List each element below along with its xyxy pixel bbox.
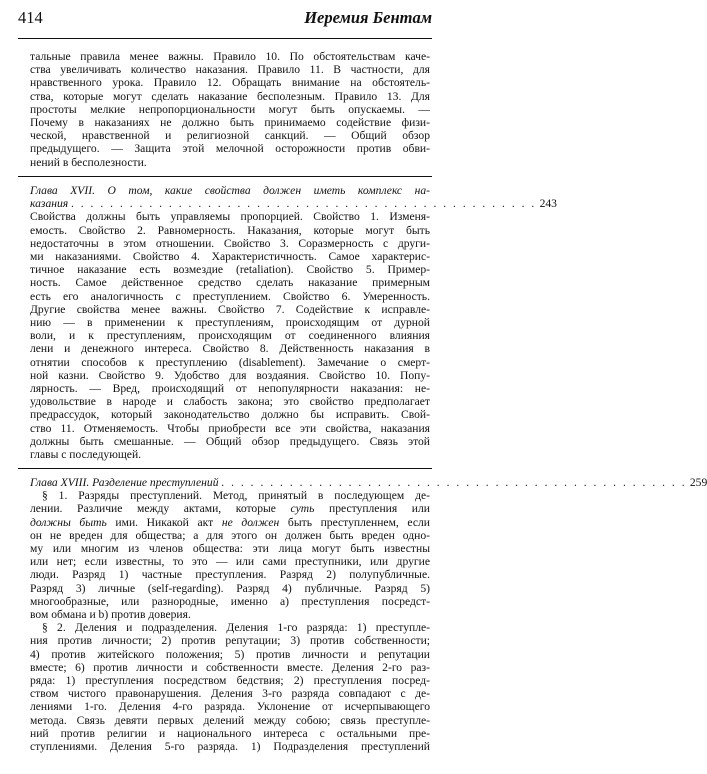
text-line: § 1. Разряды преступлений. Метод, принятый в последующем де-: [42, 489, 430, 503]
text-line: нравственного урока. Правило 12. Обращать внимание на обстоятель-: [30, 76, 430, 90]
text-line: Почему в наказаниях не должно быть принимаемо содействие физи-: [30, 116, 430, 130]
text-line: предыдущего. — Защита этой мелочной осторожности против обви-: [30, 142, 430, 156]
text-line: [30, 516, 430, 529]
text-line: ность. Самое действенное средство сделать наказание примерным: [30, 276, 430, 290]
leader-dots: . . . . . . . . . . . . . . . . . . . . . . . . . . . . . . . . . . . . . . . . . . . . . . . .: [71, 197, 537, 211]
text-line: Другие свойства менее важны. Свойство 7. Содействие к исправле-: [30, 302, 430, 316]
text-line: ством чистого правонарушения. Деления 3-го разряда совпадают с де-: [30, 687, 430, 701]
section-divider: [18, 176, 432, 177]
text-line: ступлениями. Деления 5-го разряда. 1) Подразделения преступлений: [30, 740, 430, 754]
text-line: нию — в применении к преступлениям, происходящим от дурной: [30, 316, 430, 330]
text-line: лениями 1-го. Деления 4-го разряда. Уклонение от исчерпывающего: [30, 700, 430, 714]
text-line: ряда: 1) преступления посредством бедствия; 2) преступления посред-: [30, 674, 430, 688]
section-divider: [18, 468, 432, 469]
emphasis: суть: [290, 502, 315, 516]
chapter-18-heading: [30, 476, 707, 489]
text-line: [30, 502, 430, 515]
text-line: Свойства должны быть управляемы пропорцией. Свойство 1. Изменя-: [30, 210, 430, 224]
text-line: отнятии способов к преступлению (disablement). Замечание о смерт-: [30, 355, 430, 369]
chapter-17-heading-tail: казания: [30, 197, 69, 211]
text-line: ства, которые могут сделать наказание бесполезным. Правило 13. Для: [30, 89, 430, 103]
chapter-18-title: Глава XVIII. Разделение преступлений: [30, 476, 219, 489]
text-line: лярность. — Вред, происходящий от непопулярности наказания: не-: [30, 382, 430, 396]
text-line: метода. Связь девяти первых делений между собою; связь преступле-: [30, 713, 430, 727]
text-line: тичное наказание есть возмездие (retaliation). Свойство 5. Пример-: [30, 263, 430, 277]
text-line: 4) против житейского положения; 5) против личности и репутации: [30, 647, 430, 661]
chapter-18-page: 259: [689, 476, 707, 489]
text-line: удовольствие в народе и слабость закона; это свойство предполагает: [30, 395, 430, 409]
page-number: 414: [18, 8, 43, 27]
text-run: преступления или: [314, 502, 430, 516]
text-line: или нет; если известны, то это — или сами преступники, или другие: [30, 555, 430, 569]
running-title: Иеремия Бентам: [304, 8, 432, 27]
text-line: многообразные, или разнородные, именно а) преступления посредст-: [30, 594, 430, 608]
text-line: § 2. Деления и подразделения. Деления 1-го разряда: 1) преступле-: [42, 621, 430, 635]
chapter-17-heading: Глава XVII. О том, какие свойства должен иметь комплекс на-: [30, 184, 430, 197]
header-rule: [18, 38, 432, 39]
text-line: должны быть смешанные. — Общий обзор предыдущего. Связь этой: [30, 434, 430, 448]
text-run: лении. Различие между актами, которые: [30, 502, 291, 516]
text-line: Разряд 3) личные (self-regarding). Разряд 4) публичные. Разряд 5): [30, 581, 430, 595]
text-line: он не вреден для общества; а для этого он должен быть вреден одно-: [30, 528, 430, 542]
text-line: есть его аналогичность с преступлением. Свойство 6. Умеренность.: [30, 289, 430, 303]
text-line: ства увеличивать количество наказания. Правило 11. В частности, для: [30, 63, 430, 77]
running-head: [18, 8, 432, 36]
text-line: предрассудок, который законодательство должно бы исправить. Свой-: [30, 408, 430, 422]
text-line: ний против религии и национального интереса с остальными пре-: [30, 726, 430, 740]
text-line: му или многим из членов общества: эти лица могут быть известны: [30, 542, 430, 556]
text-run: ими. Никакой акт: [106, 515, 222, 529]
chapter-17-page: 243: [539, 197, 557, 211]
text-line: ческой, нравственной и религиозной санкций. — Общий обзор: [30, 129, 430, 143]
text-line: вместе; 6) против личности и собственности вместе. Деления 2-го раз-: [30, 660, 430, 674]
text-line: тальные правила менее важны. Правило 10. По обстоятельствам каче-: [30, 50, 430, 63]
text-line: воли, и к преступлениям, происходящим от соединенного влияния: [30, 329, 430, 343]
text-run: быть преступленнем, если: [279, 515, 431, 529]
text-line: простоты мелкие непропорциональности могут быть опускаемы. —: [30, 102, 430, 116]
text-line: емость. Свойство 2. Равномерность. Наказания, которые могут быть: [30, 223, 430, 237]
text-line: ство 11. Отменяемость. Чтобы приобрести все эти свойства, наказания: [30, 421, 430, 435]
text-line: недостаточны в этом отношении. Свойство 3. Соразмерность с други-: [30, 236, 430, 250]
chapter-17-entry: [30, 184, 557, 462]
intro-paragraph: [30, 50, 430, 169]
text-line: ми наказаниями. Свойство 4. Характеристичность. Самое характерис-: [30, 250, 430, 264]
leader-dots: . . . . . . . . . . . . . . . . . . . . . . . . . . . . . . . . . . . . . . . . . . . . . . . .: [221, 476, 687, 489]
emphasis: должны быть: [30, 515, 107, 529]
text-line: ной казни. Свойство 9. Удобство для воздаяния. Свойство 10. Попу-: [30, 368, 430, 382]
text-line: лени и денежного интереса. Свойство 8. Действенность наказания в: [30, 342, 430, 356]
chapter-18-entry: [30, 476, 707, 754]
text-line: нений в бесполезности.: [30, 155, 147, 169]
text-line: люди. Разряд 1) частные преступления. Разряд 2) полупубличные.: [30, 568, 430, 582]
chapter-17-heading-cont: [30, 197, 557, 211]
emphasis: не должен: [221, 515, 280, 529]
text-line: вом обмана и b) против доверия.: [30, 608, 191, 622]
text-line: главы с последующей.: [30, 448, 142, 462]
text-line: ния против личности; 2) против репутации; 3) против собственности;: [30, 634, 430, 648]
